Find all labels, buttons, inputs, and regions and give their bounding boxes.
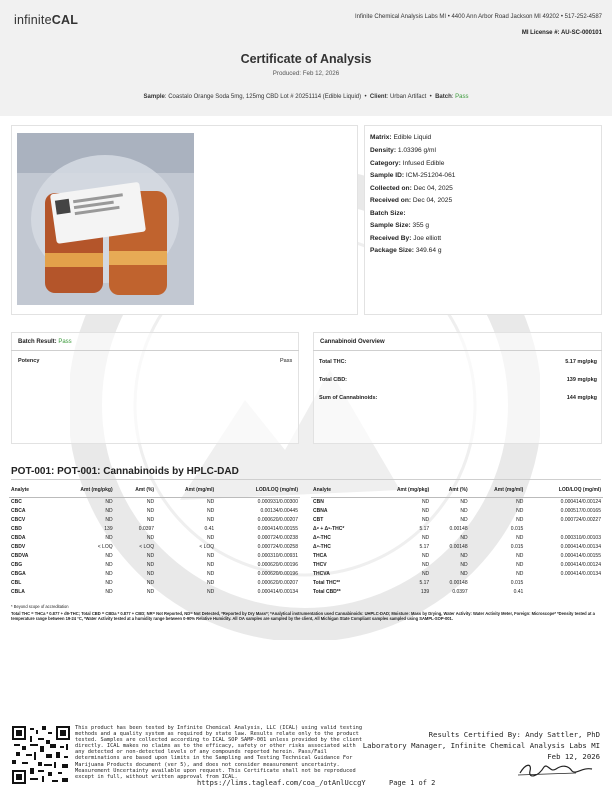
column-header: LOD/LOQ (mg/ml): [525, 483, 603, 497]
analyte-name: CBG: [11, 561, 23, 568]
table-row: [9, 533, 300, 542]
batch-result-title: Batch Result: Pass: [18, 339, 72, 345]
result-cell: ND: [206, 507, 215, 514]
result-cell: 5.17: [419, 525, 430, 532]
table-row: [311, 551, 603, 560]
detail-received: Received on: Dec 04, 2025: [370, 197, 453, 204]
column-header: Amt (mg/ml): [470, 483, 526, 497]
analyte-name: THCV: [313, 561, 327, 568]
result-cell: 0.000414/0.00134: [560, 543, 601, 550]
result-cell: 0.000724/0.00238: [257, 534, 298, 541]
result-cell: ND: [421, 507, 430, 514]
table-row: [9, 551, 300, 560]
table-row: [9, 524, 300, 533]
result-cell: ND: [206, 516, 215, 523]
disclaimer-text: This product has been tested by Infinite Chemical Analysis, LLC (ICAL) using valid testing methods and a quality system as required by state law. Results relate only to the product tested. Samples are collected according to ICAL SOP SAMP-001 unless provided by the client directly. ICAL makes no claims as to the efficacy, safety or other risks associated with any detected or non-detected levels of any compounds reported herein. Pass/Fail determinations are based upon limits in the Sampling and Testing Technical Guidance For Marijuana Products document (ver 5), and does not consider measurement uncertainty. Measurement Uncertainty available upon request. This Certificate shall not be reproduced except in full, without written approval from ICAL.: [75, 725, 363, 780]
result-cell: 0.41: [204, 525, 215, 532]
result-cell: ND: [206, 588, 215, 595]
result-cell: ND: [421, 570, 430, 577]
analyte-name: CBCA: [11, 507, 26, 514]
detail-batch-size: Batch Size:: [370, 210, 406, 217]
analyte-name: CBT: [313, 516, 324, 523]
result-cell: ND: [146, 534, 155, 541]
result-cell: 5.17: [419, 543, 430, 550]
result-cell: ND: [146, 570, 155, 577]
result-cell: 0.000724/0.00258: [257, 543, 298, 550]
table-row: [311, 587, 603, 596]
result-cell: ND: [516, 498, 524, 505]
header-bar: [0, 0, 612, 44]
result-cell: [525, 587, 603, 596]
result-cell: ND: [421, 534, 430, 541]
result-cell: 0.00134/0.00445: [260, 507, 298, 514]
lab-logo: infiniteCAL: [14, 13, 79, 27]
result-cell: 0.015: [510, 543, 524, 550]
total-thc-label: Total THC:: [319, 359, 347, 365]
certifier-role: Laboratory Manager, Infinite Chemical Analysis Labs MI: [362, 741, 600, 750]
product-can-image: [17, 133, 194, 305]
table-row: [311, 524, 603, 533]
result-cell: ND: [460, 561, 468, 568]
result-cell: ND: [146, 561, 155, 568]
result-cell: ND: [105, 498, 113, 505]
page-title: Certificate of Analysis: [240, 52, 372, 66]
analyte-name: THCVA: [313, 570, 330, 577]
column-header: Amt (mg/pkg): [370, 483, 431, 497]
results-table-right: [311, 483, 603, 596]
result-cell: [525, 578, 603, 587]
result-cell: ND: [146, 579, 155, 586]
sample-photo: [17, 133, 194, 305]
table-row: [9, 506, 300, 515]
result-cell: ND: [146, 552, 155, 559]
result-cell: ND: [105, 570, 113, 577]
analyte-name: Total THC**: [313, 579, 341, 586]
result-cell: < LOQ: [139, 543, 155, 550]
result-cell: 0.000310/0.00103: [560, 534, 601, 541]
result-cell: 0.000414/0.00155: [560, 552, 601, 559]
total-cbd-label: Total CBD:: [319, 377, 348, 383]
detail-density: Density: 1.03396 g/ml: [370, 147, 436, 154]
analyte-name: Δ⁸ + Δ⁹-THC*: [313, 525, 345, 532]
analyte-name: CBC: [11, 498, 22, 505]
result-cell: ND: [105, 588, 113, 595]
result-cell: ND: [516, 516, 524, 523]
result-cell: ND: [105, 507, 113, 514]
result-cell: ND: [460, 552, 468, 559]
result-cell: 0.00148: [449, 525, 468, 532]
result-cell: 0.000414/0.00124: [560, 498, 601, 505]
batch-result-panel: [11, 332, 299, 444]
table-row: [311, 515, 603, 524]
column-header: Analyte: [9, 483, 49, 497]
result-cell: 0.000724/0.00227: [560, 516, 601, 523]
result-cell: 0.000620/0.00207: [257, 516, 298, 523]
result-cell: ND: [206, 498, 215, 505]
total-cbd-value: 139 mg/pkg: [566, 377, 597, 383]
column-header: Analyte: [311, 483, 370, 497]
result-cell: ND: [421, 498, 430, 505]
result-cell: [525, 524, 603, 533]
license-number: MI License #: AU-SC-000101: [521, 30, 602, 36]
result-cell: 0.000517/0.00165: [560, 507, 601, 514]
table-row: [9, 587, 300, 596]
table-row: [311, 533, 603, 542]
analyte-name: CBNA: [313, 507, 328, 514]
analyte-name: CBGA: [11, 570, 26, 577]
result-cell: 0.015: [510, 525, 524, 532]
divider: [313, 350, 602, 351]
result-cell: ND: [460, 498, 468, 505]
detail-collected: Collected on: Dec 04, 2025: [370, 185, 453, 192]
table-row: [9, 560, 300, 569]
result-cell: 0.015: [510, 579, 524, 586]
section-title: POT-001: POT-001: Cannabinoids by HPLC-DAD: [11, 466, 239, 477]
result-cell: ND: [146, 516, 155, 523]
result-cell: ND: [146, 588, 155, 595]
result-cell: ND: [146, 507, 155, 514]
detail-sample-id: Sample ID: ICM-251204-061: [370, 172, 456, 179]
result-cell: ND: [421, 561, 430, 568]
table-row: [9, 578, 300, 587]
result-cell: 0.0397: [138, 525, 155, 532]
sum-cannabinoids-label: Sum of Cannabinoids:: [319, 395, 378, 401]
analyte-name: CBL: [11, 579, 22, 586]
table-row: [311, 497, 603, 506]
result-cell: 0.0397: [452, 588, 468, 595]
result-cell: 0.00148: [449, 579, 468, 586]
column-header: Amt (mg/ml): [156, 483, 216, 497]
column-header: Amt (%): [115, 483, 156, 497]
table-row: [9, 542, 300, 551]
result-cell: 0.00148: [449, 543, 468, 550]
result-cell: ND: [460, 534, 468, 541]
analyte-name: CBN: [313, 498, 324, 505]
table-row: [9, 497, 300, 506]
result-cell: ND: [206, 579, 215, 586]
qr-code-icon[interactable]: [12, 726, 70, 784]
detail-matrix: Matrix: Edible Liquid: [370, 134, 432, 141]
table-row: [311, 506, 603, 515]
result-cell: ND: [516, 552, 524, 559]
result-cell: ND: [460, 516, 468, 523]
coa-url-link[interactable]: https://lims.tagleaf.com/coa_/otAnlUccgY: [197, 779, 366, 787]
result-cell: < LOQ: [199, 543, 215, 550]
result-cell: ND: [460, 507, 468, 514]
result-cell: ND: [460, 570, 468, 577]
table-row: [311, 569, 603, 578]
sum-cannabinoids-value: 144 mg/pkg: [566, 395, 597, 401]
analyte-name: CBDV: [11, 543, 26, 550]
result-cell: ND: [516, 534, 524, 541]
analyte-name: CBD: [11, 525, 22, 532]
result-cell: ND: [206, 570, 215, 577]
table-row: [9, 515, 300, 524]
result-cell: ND: [516, 561, 524, 568]
analyte-name: THCA: [313, 552, 327, 559]
potency-label: Potency: [18, 358, 40, 364]
result-cell: 0.000620/0.00196: [257, 570, 298, 577]
result-cell: ND: [105, 534, 113, 541]
methods-note: Total THC = THCa * 0.877 + d9-THC; Total CBD = CBDa * 0.877 + CBD; NR= Not Reported, ND= Not Detected, *Reported by Dry Mass*; *Analytical instrumentation used Cannabinoids: UHPLC-DAD; Moisture: Mass by Drying, Water Activity: Water Activity Meter, Foreign: Microscope* *Density tested at a temperature range between 19-24 °C, *Water Activity tested at a humidity range between 0-90% Relative Humidity. All OA samples are sampled by the client, All Michigan State Compliant samples sampled using SAMPL-SOP-001.: [11, 611, 595, 622]
detail-received-by: Received By: Joe elliott: [370, 235, 442, 242]
result-cell: 0.000620/0.00196: [257, 561, 298, 568]
scope-note: * Beyond scope of accreditation: [11, 604, 69, 609]
sample-summary: Sample: Coastalo Orange Soda 5mg, 125mg CBD Lot # 20251114 (Edible Liquid) • Client: Urban Artifact • Batch: Pass: [143, 94, 469, 100]
total-thc-value: 5.17 mg/pkg: [565, 359, 597, 365]
signature-image: [516, 761, 596, 779]
analyte-name: Δ⁸-THC: [313, 534, 331, 541]
results-table-left: [9, 483, 300, 596]
divider: [11, 479, 601, 480]
overview-title: Cannabinoid Overview: [320, 339, 385, 345]
result-cell: < LOQ: [97, 543, 113, 550]
potency-status: Pass: [280, 358, 293, 364]
analyte-name: CBDVA: [11, 552, 29, 559]
result-cell: 139: [420, 588, 430, 595]
analyte-name: CBDA: [11, 534, 26, 541]
result-cell: ND: [105, 561, 113, 568]
result-cell: 0.000414/0.00134: [560, 570, 601, 577]
table-row: [311, 542, 603, 551]
column-header: LOD/LOQ (mg/ml): [216, 483, 300, 497]
analyte-name: CBLA: [11, 588, 25, 595]
result-cell: ND: [105, 516, 113, 523]
column-header: Amt (mg/pkg): [49, 483, 115, 497]
result-cell: ND: [206, 561, 215, 568]
analyte-name: CBCV: [11, 516, 26, 523]
result-cell: ND: [146, 498, 155, 505]
table-row: [311, 560, 603, 569]
cannabinoid-overview-panel: [313, 332, 602, 444]
result-cell: 5.17: [419, 579, 430, 586]
column-header: Amt (%): [431, 483, 469, 497]
table-row: [311, 578, 603, 587]
result-cell: ND: [516, 507, 524, 514]
result-cell: 0.000414/0.00134: [257, 588, 298, 595]
result-cell: 0.41: [513, 588, 524, 595]
detail-package-size: Package Size: 349.64 g: [370, 247, 442, 254]
result-cell: ND: [421, 552, 430, 559]
result-cell: ND: [206, 552, 215, 559]
divider: [11, 350, 299, 351]
certified-by: Results Certified By: Andy Sattler, PhD: [428, 730, 600, 739]
result-cell: ND: [105, 552, 113, 559]
result-cell: ND: [421, 516, 430, 523]
result-cell: 139: [104, 525, 113, 532]
lab-address: Infinite Chemical Analysis Labs MI • 4400 Ann Arbor Road Jackson MI 49202 • 517-252-4587: [354, 14, 602, 20]
page-number: Page 1 of 2: [389, 779, 436, 787]
result-cell: ND: [516, 570, 524, 577]
detail-category: Category: Infused Edible: [370, 160, 445, 167]
result-cell: 0.000414/0.00155: [257, 525, 298, 532]
certification-date: Feb 12, 2026: [547, 752, 600, 761]
result-cell: ND: [105, 579, 113, 586]
result-cell: 0.000620/0.00207: [257, 579, 298, 586]
result-cell: ND: [206, 534, 215, 541]
result-cell: 0.000931/0.00300: [257, 498, 298, 505]
result-cell: 0.000414/0.00124: [560, 561, 601, 568]
analyte-name: Δ⁹-THC: [313, 543, 331, 550]
produced-date: Produced: Feb 12, 2026: [272, 70, 340, 77]
table-row: [9, 569, 300, 578]
analyte-name: Total CBD**: [313, 588, 341, 595]
result-cell: 0.000310/0.00931: [257, 552, 298, 559]
detail-sample-size: Sample Size: 355 g: [370, 222, 430, 229]
